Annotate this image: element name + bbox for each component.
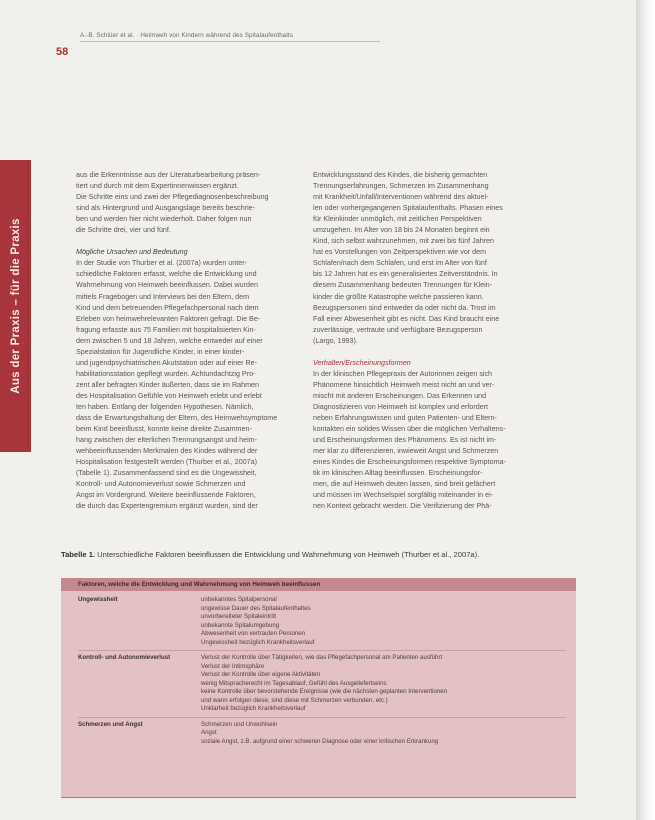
text-line: Trennungserfahrungen, Schmerzen im Zusammenhang	[313, 182, 489, 191]
table-cell-item: Schmerzen und Unwohlsein	[201, 720, 278, 728]
table-cell-item: Verlust der Kontrolle über Tätigkeiten, wie das Pflegefachpersonal am Patienten ausführt	[201, 654, 443, 661]
text-line: Kind und dem betreuenden Pflegefachpersonal nach dem	[76, 303, 259, 312]
text-line: Diagnostizieren von Heimweh ist komplex und erfordert	[313, 402, 489, 411]
text-line: Die Schritte eins und zwei der Pflegediagnosenbeschreibung	[76, 193, 269, 202]
section-side-tab	[0, 160, 31, 452]
text-line: mit Krankheit/Unfall/Interventionen während des aktuel-	[313, 193, 489, 202]
text-line: und müssen im Wechselspiel sorgfältig miteinander in ei-	[313, 491, 494, 500]
text-line: habilitationsstation gepflegt wurden. Achtundachtzig Pro-	[76, 369, 256, 378]
text-line: dern zwischen 5 und 18 Jahren, welche entweder auf einer	[76, 336, 263, 345]
text-line: bis 12 Jahren hat es ein generalisiertes Zeitverständnis. In	[313, 270, 498, 279]
text-line: zuverlässige, vertraute und verfügbare Bezugsperson	[313, 325, 483, 334]
table-cell-item: Ungewissheit bezüglich Krankheitsverlauf	[201, 638, 315, 646]
table-cell-item: unbekannte Spitalumgebung	[201, 621, 280, 629]
section-subheading: Mögliche Ursachen und Bedeutung	[76, 248, 188, 257]
text-line: die durch das Expertengremium ergänzt wurden, sind der	[76, 502, 258, 511]
paragraph-gap	[313, 347, 536, 358]
table-cell-item: Verlust der Intimsphäre	[201, 662, 265, 670]
text-line: dass die Erwartungshaltung der Eltern, des Heimwehsymptome	[76, 414, 278, 423]
text-line: men, die auf Heimweh deuten lassen, sind breit gefächert	[313, 480, 496, 489]
section-subheading: Verhalten/Erscheinungsformen	[313, 358, 411, 367]
text-line: nen Kontext gebracht werden. Die Verifizierung der Phä-	[313, 502, 492, 511]
text-line: Schlafen/nach dem Schlafen, und erst im Alter von fünf	[313, 259, 487, 268]
text-line: Fall einer Abwesenheit gibt es nicht. Das Kind braucht eine	[313, 314, 500, 323]
text-line: zent aller befragten Kinder äußerten, dass sie im Rahmen	[76, 380, 259, 389]
text-line: Spezialstation für Jugendliche Kinder, in einer kinder-	[76, 347, 245, 356]
text-line: mischt mit anderen Erscheinungen. Das Erkennen und	[313, 391, 487, 400]
table-row-label: Kontroll- und Autonomieverlust	[78, 654, 171, 661]
table-cell-item: unbekanntes Spitalpersonal	[201, 596, 277, 603]
text-line: schiedliche Faktoren erfasst, welche die Entwicklung und	[76, 270, 257, 279]
text-column-right	[313, 170, 536, 512]
table-row	[61, 721, 576, 747]
text-line: des Hospitalisation Gefühle von Heimweh erlebt und erlebt	[76, 391, 262, 400]
factors-table	[61, 578, 576, 798]
table-row-divider	[78, 650, 566, 651]
text-line: wehbeeinflussenden Merkmalen des Kindes während der	[76, 447, 258, 456]
table-cell-item: soziale Angst, z.B. aufgrund einer schweren Diagnose oder einer kritischen Erkrankung	[201, 737, 439, 745]
text-line: (Tabelle 1). Zusammenfassend sind es die Ungewissheit,	[76, 469, 257, 478]
text-line: tik im klinischen Alltag beeinflussen. Erscheinungsfor-	[313, 469, 483, 478]
table-row-label: Ungewissheit	[78, 596, 118, 603]
text-line: beim Kind beeinflusst, konnte keine direkte Zusammen-	[76, 425, 252, 434]
text-line: für Kleinkinder unmöglich, mit zeitlichen Perspektiven	[313, 215, 482, 224]
table-cell-item: Angst	[201, 729, 217, 736]
table-row	[61, 596, 576, 647]
text-column-left	[76, 170, 299, 512]
text-line: len oder vorhergegangenen Spitalaufenthalts. Phasen eines	[313, 204, 503, 213]
text-line: und jugendpsychiatrischen Akutstation oder auf einer Re-	[76, 358, 258, 367]
text-line: In der Studie von Thurber et al. (2007a) wurden unter-	[76, 259, 247, 268]
text-line: neben Erfahrungswissen und guten Patienten- und Eltern-	[313, 414, 497, 423]
table-cell-item: Abwesenheit von vertrauten Personen	[201, 630, 306, 637]
table-row-divider	[78, 717, 566, 718]
text-line: die Schritte drei, vier und fünf.	[76, 226, 171, 235]
table-row-items	[201, 654, 576, 714]
table-cell-item: Verlust der Kontrolle über eigene Aktivitäten	[201, 671, 321, 678]
text-line: aus die Erkenntnisse aus der Literaturbearbeitung präsen-	[76, 171, 261, 179]
text-line: diesem Zusammenhang bedeuten Trennungen für Klein-	[313, 281, 493, 290]
text-line: Phänomene hinsichtlich Heimweh meist nicht an und ver-	[313, 380, 495, 389]
text-line: hang zwischen der elterlichen Trennungsangst und heim-	[76, 436, 258, 445]
table-cell-item: ungewisse Dauer des Spitalaufenthaltes	[201, 604, 311, 612]
table-row-items	[201, 721, 576, 747]
text-line: In der klinischen Pflegepraxis der Autorinnen zeigen sich	[313, 369, 493, 378]
text-line: Kind, sich selbst wahrzunehmen, mit zwei bis fünf Jahren	[313, 237, 494, 246]
table-cell-item: und wann erfolgen diese, sind diese mit Schmerzen verbunden, etc.)	[201, 696, 388, 704]
table-row-label: Schmerzen und Angst	[78, 720, 143, 728]
text-line: ben und werden hier nicht wiederholt. Daher folgen nun	[76, 215, 252, 224]
text-line: umzugehen. Im Alter von 18 bis 24 Monaten beginnt ein	[313, 226, 490, 235]
table-row-items	[201, 596, 576, 647]
running-head: A.-B. Schlüer et al. · Heimweh von Kindern während des Spitalaufenthalts	[80, 32, 380, 42]
page-number: 58	[56, 46, 69, 58]
text-line: Entwicklungsstand des Kindes, die bisherig gemachten	[313, 171, 488, 179]
table-caption-text: Unterschiedliche Faktoren beeinflussen die Entwicklung und Wahrnehmung von Heimweh (Thurber et al., 2007a).	[95, 550, 480, 559]
text-line: Bezugspersonen sind entweder da oder nicht da. Trost im	[313, 303, 496, 312]
text-line: mittels Fragebogen und Interviews bei den Eltern, dem	[76, 292, 250, 301]
table-caption-label: Tabelle 1.	[61, 550, 96, 559]
table-caption	[61, 549, 571, 560]
text-line: Wahrnehmung von Heimweh beeinflussen. Dabei wurden	[76, 281, 258, 290]
text-line: hat es Vorstellungen von Zeitperspektiven wie vor dem	[313, 248, 487, 257]
section-side-tab-label: Aus der Praxis – für die Praxis	[9, 218, 22, 394]
book-gutter	[636, 0, 655, 820]
text-line: tiert und durch mit dem Expertinnenwissen ergänzt.	[76, 182, 239, 191]
text-line: kontakten ein solides Wissen über die möglichen Verhaltens-	[313, 425, 506, 434]
text-line: Angst im Vordergrund. Weitere beeinflussende Faktoren,	[76, 491, 256, 500]
paragraph-gap	[76, 236, 299, 247]
text-line: ten haben. Entlang der folgenden Hypothesen. Nämlich,	[76, 402, 254, 411]
text-line: kinder die größte Katastrophe welche passieren kann.	[313, 292, 484, 301]
text-line: eines Kindes die Erscheinungsformen respektive Symptoma-	[313, 458, 506, 467]
text-line: Hospitalisation festgestellt werden (Thurber et al., 2007a)	[76, 458, 257, 467]
text-line: fragung erfasste aus 75 Familien mit hospitalisierten Kin-	[76, 325, 256, 334]
text-line: und Erscheinungsformen des Phänomens. Es ist nicht im-	[313, 436, 497, 445]
table-cell-item: keine Kontrolle über bevorstehende Ereignisse (wie die nächsten geplanten Interventionen	[201, 688, 448, 695]
table-row	[61, 654, 576, 714]
text-line: Erleben von heimwehrelevanten Faktoren gefragt. Die Be-	[76, 314, 261, 323]
table-body	[61, 596, 576, 746]
table-cell-item: wenig Mitspracherecht im Tagesablauf, Gefühl des Ausgeliefertseins	[201, 679, 387, 687]
table-header: Faktoren, welche die Entwicklung und Wahrnehmung von Heimweh beeinflussen	[61, 578, 576, 591]
text-line: (Largo, 1993).	[313, 336, 358, 345]
text-line: sind als Hintergrund und Ausgangslage bereits beschrie-	[76, 204, 256, 213]
table-cell-item: Unklarheit bezüglich Krankheitsverlauf	[201, 705, 306, 712]
text-line: mer klar zu differenzieren, inwieweit Angst und Schmerzen	[313, 447, 499, 456]
text-line: Kontroll- und Autonomieverlust sowie Schmerzen und	[76, 480, 246, 489]
table-cell-item: unvorbereiteter Spitaleintritt	[201, 613, 277, 620]
